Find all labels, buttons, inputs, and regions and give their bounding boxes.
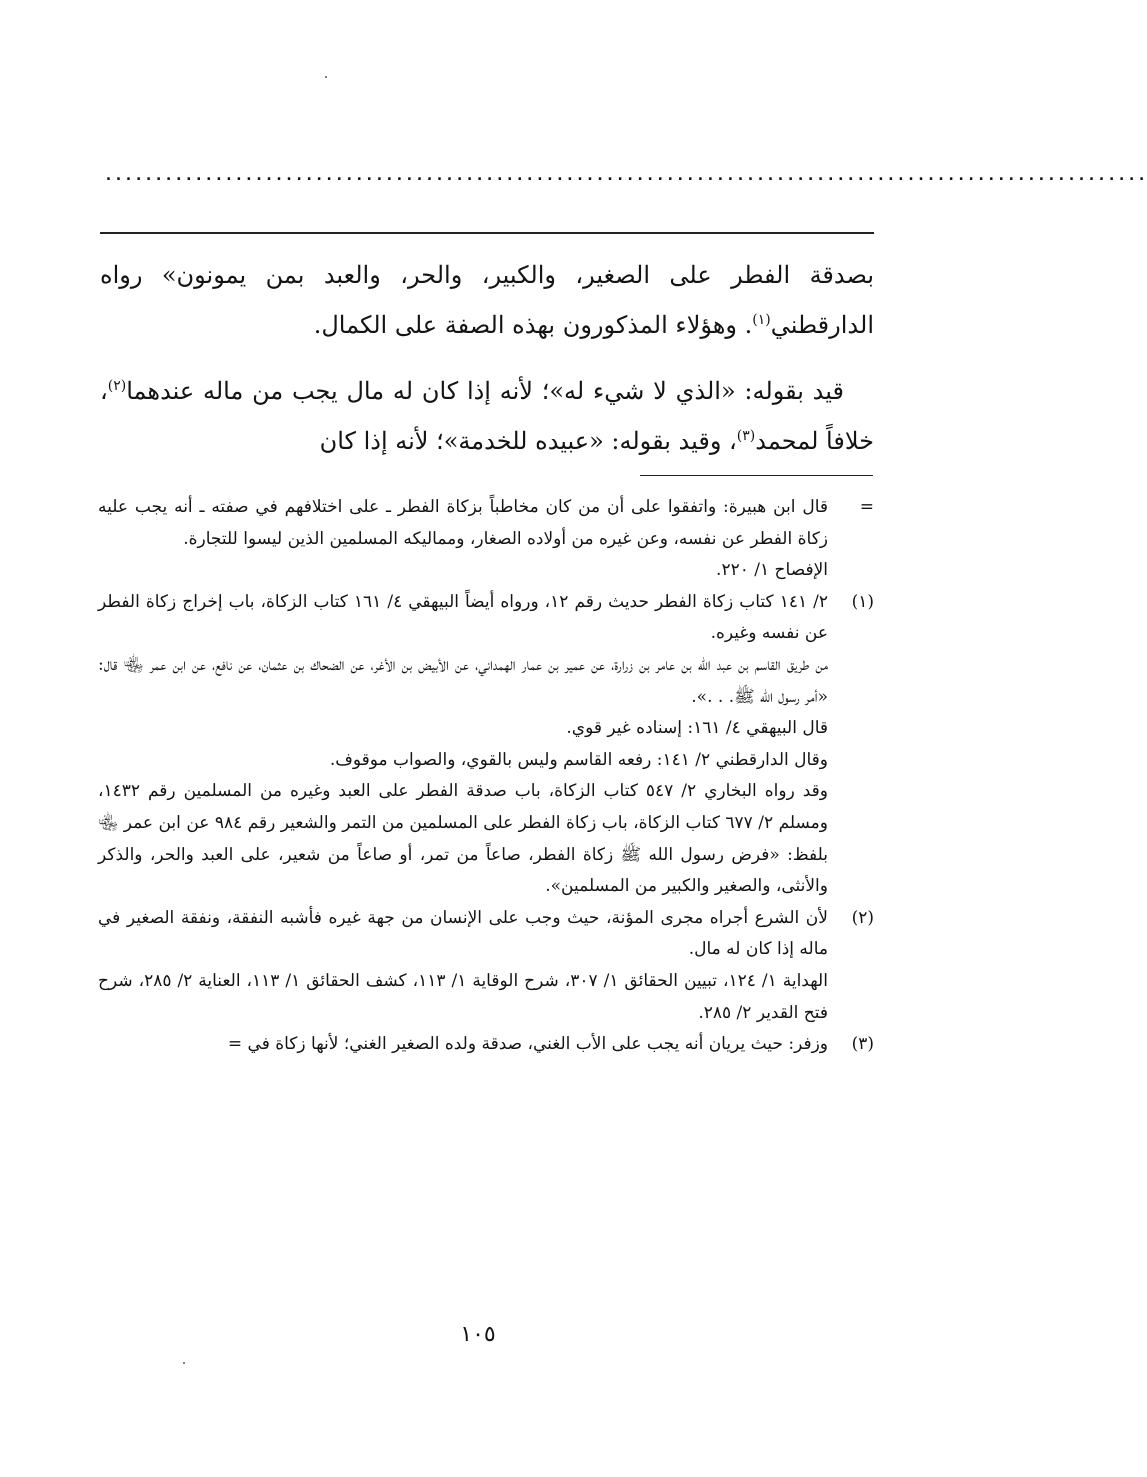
scan-speck — [183, 1362, 185, 1364]
dotted-separator: ........................................................................................................ — [104, 166, 1147, 184]
footnote-marker: = — [859, 497, 874, 517]
footnote-marker: (٢) — [851, 907, 874, 928]
main-paragraph-2: قيد بقوله: «الذي لا شيء له»؛ لأنه إذا كان له مال يجب من ماله عندهما$^{(٢)}$، خلافاً لمحمد$^{(٣)}$، وقيد بقوله: «عبيده للخدمة»؛ لأنه إذا كان — [100, 377, 874, 455]
footnote-3 — [98, 1029, 874, 1061]
footnote-body — [98, 587, 828, 903]
footnote-body — [98, 903, 828, 1029]
top-rule — [100, 232, 874, 234]
main-text — [100, 250, 874, 466]
footnotes — [98, 492, 874, 1061]
footnote-line: ٢/ ١٤١ كتاب زكاة الفطر حديث رقم ١٢، ورواه أيضاً البيهقي ٤/ ١٦١ كتاب الزكاة، باب إخراج زكاة الفطر عن نفسه وغيره. — [98, 591, 828, 644]
footnote-marker: (٣) — [851, 1034, 874, 1055]
footnote-ref-2[interactable]: (٢) — [107, 378, 127, 394]
footnote-line: وقد رواه البخاري ٢/ ٥٤٧ كتاب الزكاة، باب صدقة الفطر على العبد وغيره من المسلمين رقم ١٤٣٢، ومسلم ٢/ ٦٧٧ كتاب الزكاة، باب زكاة الفطر على المسلمين من التمر والشعير رقم ٩٨٤ عن ابن عمر ﵄ بلفظ: «فرض رسول الله ﷺ زكاة الفطر، صاعاً من تمر، أو صاعاً من شعير، على العبد والحر، والذكر والأنثى، والصغير والكبير من المسلمين». — [98, 781, 828, 897]
footnote-continuation — [98, 492, 874, 587]
footnote-line: وزفر: حيث يريان أنه يجب على الأب الغني، صدقة ولده الصغير الغني؛ لأنها زكاة في = — [227, 1034, 828, 1055]
footnote-body — [98, 492, 828, 587]
main-paragraph-1: بصدقة الفطر على الصغير، والكبير، والحر، والعبد بمن يمونون» رواه الدارقطني$^{(١)}$. وهؤلاء المذكورون بهذه الصفة على الكمال. — [100, 261, 874, 339]
footnote-rule — [640, 475, 873, 476]
footnote-line: قال ابن هبيرة: واتفقوا على أن من كان مخاطباً بزكاة الفطر ـ على اختلافهم في صفته ـ أنه يجب عليه زكاة الفطر عن نفسه، وعن غيره من أولاده الصغار، ومماليكه المسلمين الذين ليسوا للتجارة. — [98, 497, 828, 549]
footnote-line: الإفصاح ١/ ٢٢٠. — [716, 560, 828, 581]
footnote-line: وقال الدارقطني ٢/ ١٤١: رفعه القاسم وليس بالقوي، والصواب موقوف. — [329, 749, 828, 770]
footnote-2 — [98, 903, 874, 1029]
footnote-line: قال البيهقي ٤/ ١٦١: إسناده غير قوي. — [566, 718, 828, 739]
footnote-1 — [98, 587, 874, 903]
scan-speck — [325, 76, 327, 78]
page-number: ١٠٥ — [460, 1322, 496, 1347]
footnote-line: لأن الشرع أجراه مجرى المؤنة، حيث وجب على الإنسان من جهة غيره فأشبه النفقة، ونفقة الصغير في ماله إذا كان له مال. — [98, 907, 828, 960]
footnote-line: من طريق القاسم بن عبد الله بن عامر بن زرارة، عن عمير بن عمار الهمداني، عن الأبيض بن الأغر، عن الضحاك بن عثمان، عن نافع، عن ابن عمر ﵄ قال: «أمر رسول الله ﷺ. . .». — [98, 654, 828, 707]
footnote-marker: (١) — [851, 591, 874, 612]
footnote-body — [98, 1029, 828, 1061]
footnote-ref-1[interactable]: (١) — [752, 312, 771, 328]
footnote-ref-3[interactable]: (٣) — [736, 428, 756, 444]
footnote-line: الهداية ١/ ١٢٤، تبيين الحقائق ١/ ٣٠٧، شرح الوقاية ١/ ١١٣، كشف الحقائق ١/ ١١٣، العناية ٢/ ٢٨٥، شرح فتح القدير ٢/ ٢٨٥. — [98, 970, 828, 1023]
